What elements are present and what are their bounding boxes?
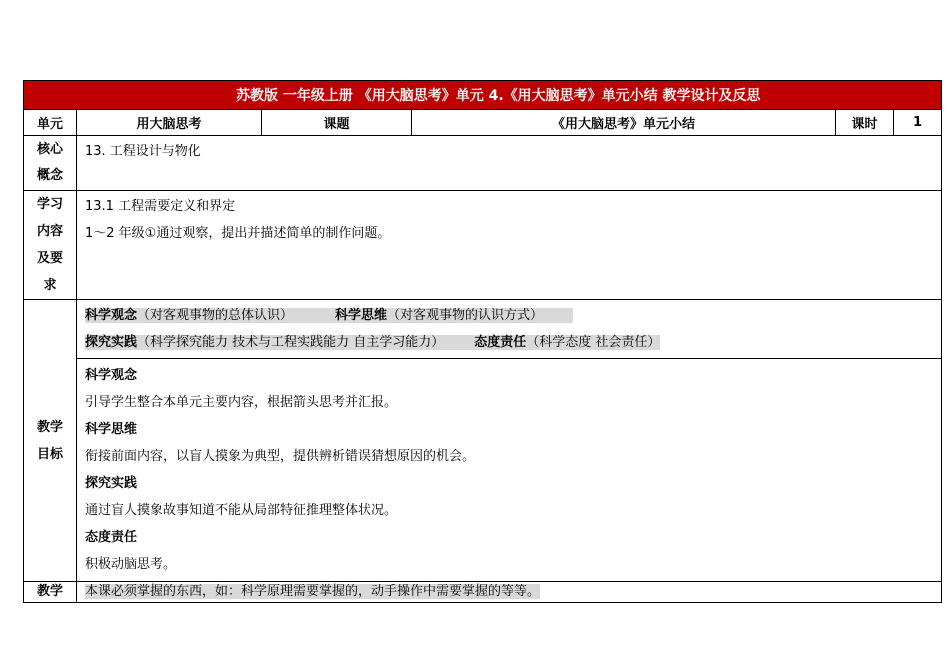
period-label: 课时: [836, 110, 894, 136]
goal-heading-thinking: 科学思维: [85, 422, 138, 437]
learning-content-label: 学习内容及要求: [36, 197, 63, 293]
topic-value: 《用大脑思考》单元小结: [412, 110, 836, 136]
summary-science-thinking: 科学思维: [335, 308, 388, 323]
goal-heading-practice: 探究实践: [85, 476, 138, 491]
summary-line-2: [85, 335, 660, 350]
key-points-value: 本课必须掌握的东西，如：科学原理需要掌握的，动手操作中需要掌握的等等。: [85, 584, 541, 599]
summary-science-concept: 科学观念: [85, 308, 138, 323]
key-points-label: 教学: [24, 582, 77, 603]
topic-label: 课题: [262, 110, 412, 136]
goal-text-attitude: 积极动脑思考。: [85, 557, 177, 572]
goal-heading-attitude: 态度责任: [85, 530, 138, 545]
summary-inquiry-practice-desc: （科学探究能力 技术与工程实践能力 自主学习能力）: [137, 335, 445, 350]
lesson-plan-table: [23, 80, 942, 603]
unit-value: 用大脑思考: [77, 110, 262, 136]
summary-science-concept-desc: （对客观事物的总体认识）: [137, 308, 294, 323]
goal-heading-concept: 科学观念: [85, 368, 138, 383]
summary-line-1: [85, 308, 573, 323]
learning-line-1: 13.1 工程需要定义和界定: [85, 199, 236, 214]
goal-text-practice: 通过盲人摸象故事知道不能从局部特征推理整体状况。: [85, 503, 398, 518]
goals-label: 教学目标: [36, 419, 63, 462]
core-concept-value: 13. 工程设计与物化: [77, 136, 942, 191]
learning-content-row: [24, 191, 942, 300]
goal-text-concept: 引导学生整合本单元主要内容，根据箭头思考并汇报。: [85, 395, 398, 410]
document-title: 苏教版 一年级上册 《用大脑思考》单元 4.《用大脑思考》单元小结 教学设计及反思: [24, 81, 942, 110]
lesson-plan-document: [23, 80, 941, 603]
key-points-row: [24, 582, 942, 603]
goals-summary-row: [24, 300, 942, 359]
summary-science-thinking-desc: （对客观事物的认识方式）: [387, 308, 544, 323]
title-row: [24, 81, 942, 110]
summary-attitude: 态度责任: [474, 335, 527, 350]
summary-inquiry-practice: 探究实践: [85, 335, 138, 350]
core-concept-label: 核心概念: [36, 142, 63, 183]
core-concept-row: [24, 136, 942, 191]
learning-line-2: 1～2 年级①通过观察，提出并描述简单的制作问题。: [85, 226, 391, 241]
goal-text-thinking: 衔接前面内容，以盲人摸象为典型，提供辨析错误猜想原因的机会。: [85, 449, 476, 464]
summary-attitude-desc: （科学态度 社会责任）: [526, 335, 661, 350]
period-value: 1: [894, 110, 942, 136]
goals-detail-row: [24, 359, 942, 582]
header-row: [24, 110, 942, 136]
unit-label: 单元: [24, 110, 77, 136]
